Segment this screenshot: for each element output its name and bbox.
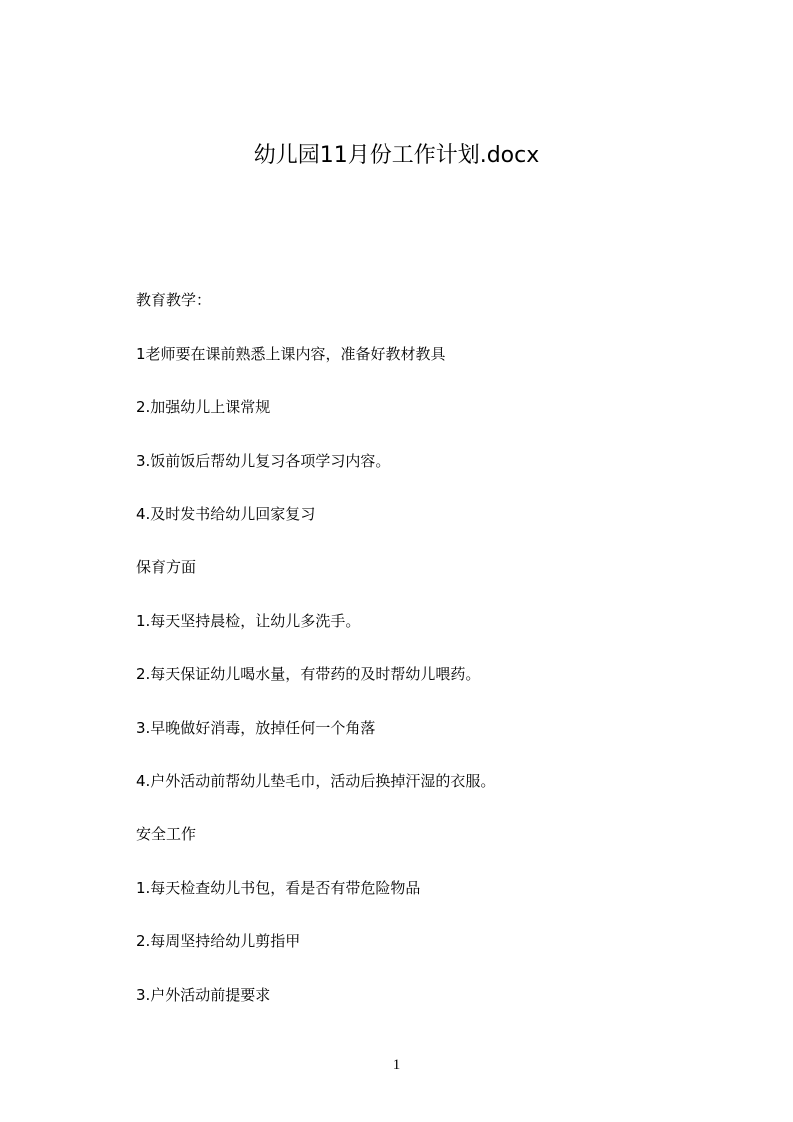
paragraph: 1.每天坚持晨检，让幼儿多洗手。 — [136, 612, 361, 630]
paragraph: 2.每天保证幼儿喝水量，有带药的及时帮幼儿喂药。 — [136, 665, 481, 683]
paragraph: 1.每天检查幼儿书包，看是否有带危险物品 — [136, 879, 421, 897]
paragraph: 3.饭前饭后帮幼儿复习各项学习内容。 — [136, 452, 391, 470]
paragraph: 3.户外活动前提要求 — [136, 986, 271, 1004]
paragraph: 3.早晚做好消毒，放掉任何一个角落 — [136, 719, 376, 737]
section-heading-safety: 安全工作 — [136, 825, 197, 843]
paragraph: 2.加强幼儿上课常规 — [136, 398, 271, 416]
paragraph: 4.及时发书给幼儿回家复习 — [136, 505, 316, 523]
paragraph: 2.每周坚持给幼儿剪指甲 — [136, 932, 301, 950]
paragraph: 4.户外活动前帮幼儿垫毛巾，活动后换掉汗湿的衣服。 — [136, 772, 496, 790]
section-heading-care: 保育方面 — [136, 558, 197, 576]
paragraph: 1老师要在课前熟悉上课内容，准备好教材教具 — [136, 345, 446, 363]
document-title: 幼儿园11月份工作计划.docx — [253, 143, 540, 168]
page-number: 1 — [392, 1057, 401, 1073]
section-heading-teaching: 教育教学： — [136, 291, 212, 309]
